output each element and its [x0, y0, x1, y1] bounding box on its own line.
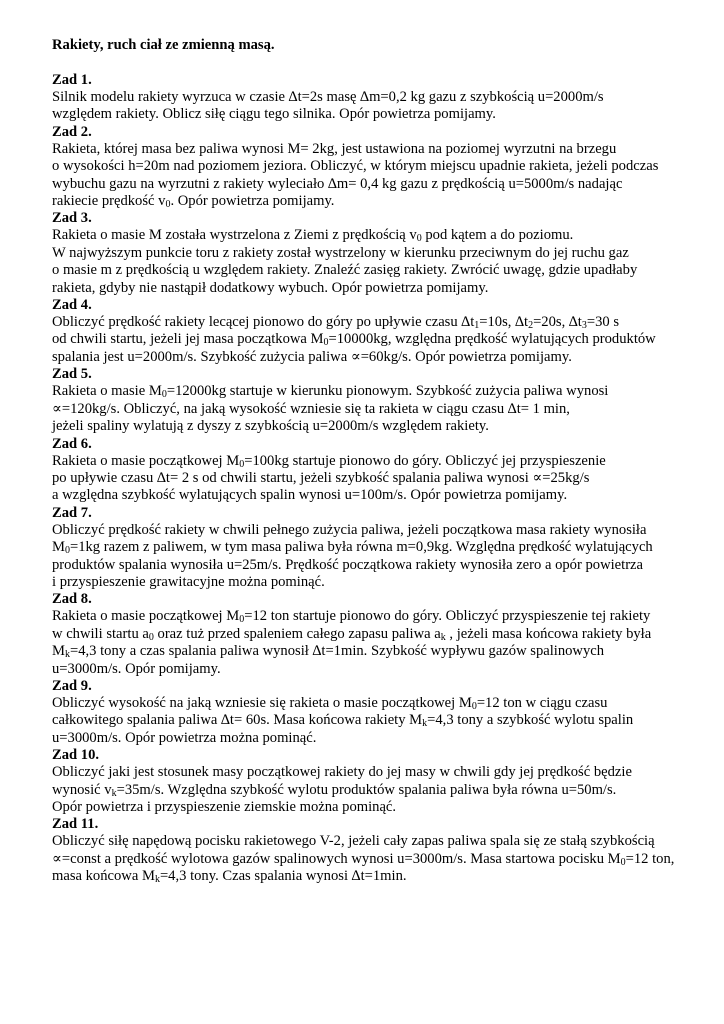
task-text-line: Rakieta o masie początkowej $M_0=100kg$ startuje pionowo do góry. Obliczyć jej przyspieszenie	[52, 452, 606, 470]
task-text-line: w chwili startu $a_0$ oraz tuż przed spaleniem całego zapasu paliwa $a_k$ , jeżeli masa końcowa rakiety była	[52, 625, 652, 643]
task-heading: Zad 3.	[52, 210, 92, 227]
task-text-line: wynosić $v_k=35m/s$. Względna szybkość wylotu produktów spalania paliwa była równa u=50m/s.	[52, 781, 617, 799]
task-block	[52, 436, 692, 505]
task-block	[52, 366, 692, 435]
task-block	[52, 124, 692, 211]
task-text-line: Obliczyć jaki jest stosunek masy początkowej rakiety do jej masy w chwili gdy jej prędkość będzie	[52, 764, 632, 781]
task-text-line: jeżeli spaliny wylatują z dyszy z szybkością u=2000m/s względem rakiety.	[52, 418, 489, 435]
task-text-line: W najwyższym punkcie toru z rakiety został wystrzelony w kierunku przeciwnym do jej ruchu gaz	[52, 244, 629, 261]
task-block	[52, 505, 692, 592]
task-text-line: masa końcowa $M_k=4,3$ tony. Czas spalania wynosi ∆t=1min.	[52, 868, 407, 886]
task-text-line: a względna szybkość wylatujących spalin wynosi u=100m/s. Opór powietrza pomijamy.	[52, 487, 568, 504]
task-text-line: o wysokości h=20m nad poziomem jeziora. Obliczyć, w którym miejscu upadnie rakieta, jeżeli podczas	[52, 158, 659, 175]
task-text-line: spalania jest u=2000m/s. Szybkość zużycia paliwa ∝=60kg/s. Opór powietrza pomijamy.	[52, 348, 572, 365]
task-heading: Zad 7.	[52, 504, 92, 521]
task-heading: Zad 4.	[52, 297, 92, 314]
task-heading: Zad 1.	[52, 72, 92, 88]
task-text-line: Rakieta o masie początkowej $M_0=12$ ton startuje pionowo do góry. Obliczyć przyspieszenie tej rakiety	[52, 608, 651, 626]
task-heading: Zad 11.	[52, 816, 99, 833]
task-text-line: Silnik modelu rakiety wyrzuca w czasie ∆t=2s masę ∆m=0,2 kg gazu z szybkością u=2000m/s	[52, 89, 604, 105]
task-text-line: Rakieta o masie M została wystrzelona z Ziemi z prędkością $v_0$ pod kątem a do poziomu.	[52, 227, 574, 245]
task-heading: Zad 2.	[52, 123, 92, 140]
task-text-line: całkowitego spalania paliwa ∆t= 60s. Masa końcowa rakiety $M_k=4,3$ tony a szybkość wylotu spalin	[52, 712, 634, 730]
task-block	[52, 591, 692, 678]
task-text-line: rakieta, gdyby nie nastąpił dodatkowy wybuch. Opór powietrza pomijamy.	[52, 279, 489, 296]
document-title: Rakiety, ruch ciał ze zmienną masą.	[52, 37, 275, 53]
task-text-line: Opór powietrza i przyspieszenie ziemskie można pominąć.	[52, 799, 397, 815]
task-text-line: ∝=const a prędkość wylotowa gazów spalinowych wynosi u=3000m/s. Masa startowa pocisku $M_0=12$ ton,	[52, 850, 675, 868]
task-block	[52, 678, 692, 747]
task-text-line: od chwili startu, jeżeli jej masa początkowa $M_0=10000kg$, względna prędkość wylatujących produktów	[52, 331, 656, 349]
task-text-line: względem rakiety. Oblicz siłę ciągu tego silnika. Opór powietrza pomijamy.	[52, 106, 496, 123]
task-text-line: i przyspieszenie grawitacyjne można pominąć.	[52, 573, 325, 590]
task-text-line: Obliczyć wysokość na jaką wzniesie się rakieta o masie początkowej $M_0=12$ ton w ciągu czasu	[52, 694, 608, 712]
task-text-line: u=3000m/s. Opór pomijamy.	[52, 660, 221, 677]
task-text-line: Rakieta o masie $M_0=12000kg$ startuje w kierunku pionowym. Szybkość zużycia paliwa wynosi	[52, 383, 609, 401]
task-block	[52, 747, 692, 816]
task-text-line: u=3000m/s. Opór powietrza można pominąć.	[52, 729, 317, 746]
task-heading: Zad 9.	[52, 677, 92, 694]
task-text-line: po upływie czasu ∆t= 2 s od chwili startu, jeżeli szybkość spalania paliwa wynosi ∝=25kg/s	[52, 469, 590, 486]
task-text-line: $M_0=1kg$ razem z paliwem, w tym masa paliwa była równa m=0,9kg. Względna prędkość wylatujących	[52, 539, 653, 557]
task-text-line: Obliczyć siłę napędową pocisku rakietowego V-2, jeżeli cały zapas paliwa spala się ze stałą szybkością	[52, 833, 655, 850]
task-block	[52, 210, 692, 297]
task-text-line: o masie m z prędkością u względem rakiety. Znaleźć zasięg rakiety. Zwrócić uwagę, gdzie upadłaby	[52, 262, 638, 279]
task-block	[52, 72, 692, 124]
task-text-line: $M_k=4,3$ tony a czas spalania paliwa wynosił ∆t=1min. Szybkość wypływu gazów spalinowych	[52, 643, 605, 661]
document-page	[52, 36, 692, 886]
task-text-line: Rakieta, której masa bez paliwa wynosi M= 2kg, jest ustawiona na poziomej wyrzutni na brzegu	[52, 140, 617, 157]
task-heading: Zad 8.	[52, 591, 92, 608]
task-heading: Zad 10.	[52, 747, 100, 764]
task-heading: Zad 5.	[52, 366, 92, 383]
task-heading: Zad 6.	[52, 435, 92, 452]
task-text-line: produktów spalania wynosiła u=25m/s. Prędkość początkowa rakiety wynosiła zero a opór powietrza	[52, 556, 644, 573]
task-text-line: wybuchu gazu na wyrzutni z rakiety wyleciało ∆m= 0,4 kg gazu z prędkością u=5000m/s nadając	[52, 175, 623, 192]
task-text-line: ∝=120kg/s. Obliczyć, na jaką wysokość wzniesie się ta rakieta w ciągu czasu ∆t= 1 min,	[52, 400, 570, 417]
task-text-line: Obliczyć prędkość rakiety w chwili pełnego zużycia paliwa, jeżeli początkowa masa rakiety wynosiła	[52, 521, 647, 538]
task-block	[52, 297, 692, 366]
task-block	[52, 816, 692, 885]
task-text-line: rakiecie prędkość $v_0$. Opór powietrza pomijamy.	[52, 193, 335, 211]
task-text-line: Obliczyć prędkość rakiety lecącej pionowo do góry po upływie czasu $\Delta t_1=10s$, $\Delta t_2=20s$, $\Delta t_3=30$ s	[52, 314, 620, 332]
task-list	[52, 72, 692, 886]
